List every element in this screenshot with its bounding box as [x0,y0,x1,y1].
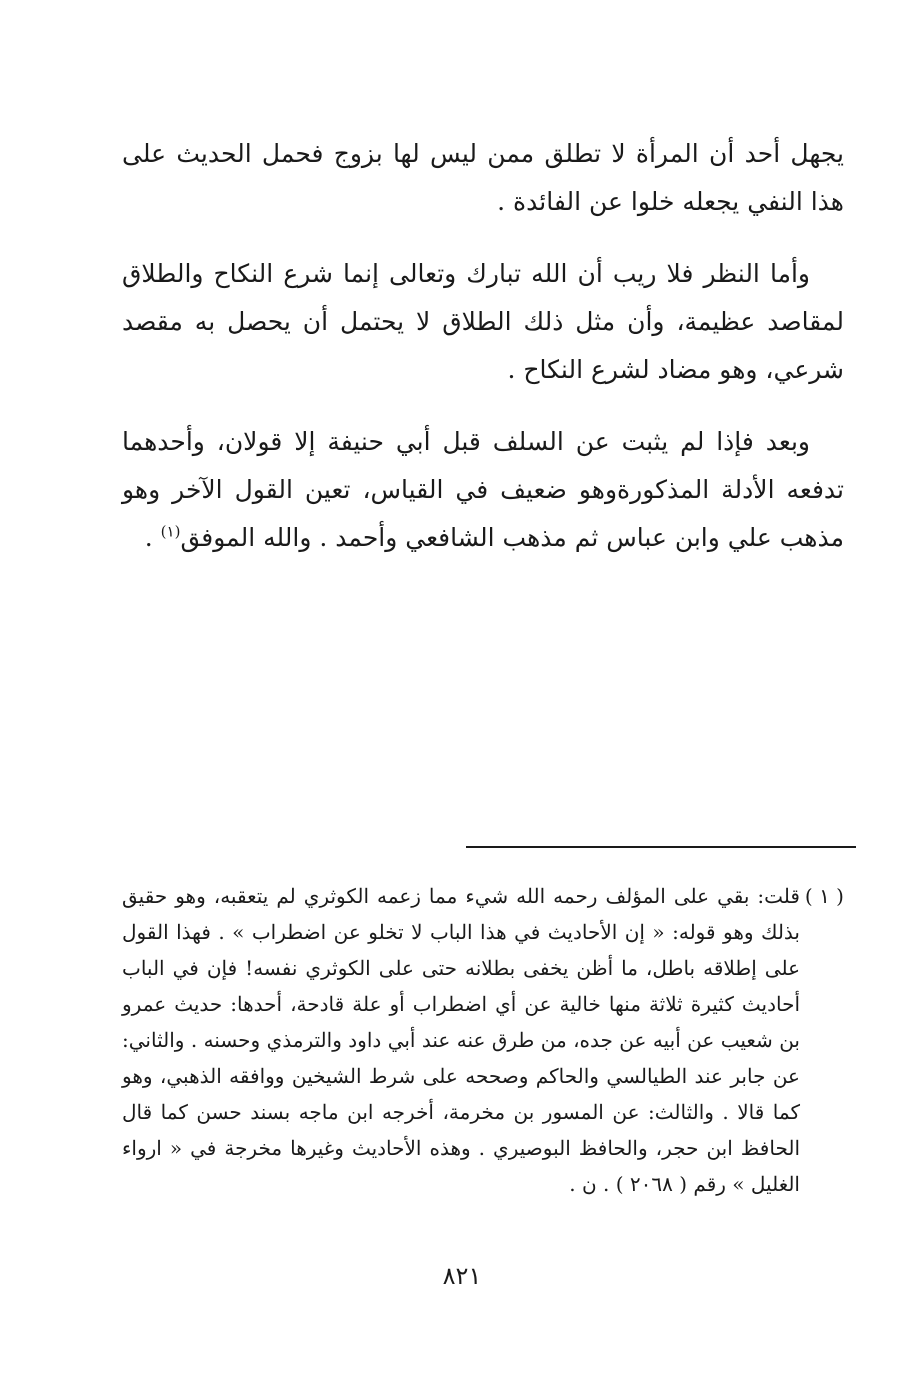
page-number: ٨٢١ [442,1262,482,1290]
paragraph-3 [122,418,844,562]
main-text [122,130,844,586]
footnote-row [122,878,844,1202]
footnote [122,878,844,1202]
paragraph-1: يجهل أحد أن المرأة لا تطلق ممن ليس لها بزوج فحمل الحديث على هذا النفي يجعله خلوا عن الفائدة . [122,139,844,216]
footnote-reference: (١) [160,522,181,541]
footnote-text: قلت: بقي على المؤلف رحمه الله شيء مما زعمه الكوثري لم يتعقبه، وهو حقيق بذلك وهو قوله: « إن الأحاديث في هذا الباب لا تخلو عن اضطراب » . فهذا القول على إطلاقه باطل، ما أظن يخفى بطلانه حتى على الكوثري نفسه! فإن في الباب أحاديث كثيرة ثلاثة منها خالية عن أي اضطراب أو علة قادحة، أحدها: حديث عمرو بن شعيب عن أبيه عن جده، من طرق عنه عند أبي داود والترمذي وحسنه . والثاني: عن جابر عند الطيالسي والحاكم وصححه على شرط الشيخين ووافقه الذهبي، وهو كما قالا . والثالث: عن المسور بن مخرمة، أخرجه ابن ماجه بسند حسن كما قال الحافظ ابن حجر، والحافظ البوصيري . وهذه الأحاديث وغيرها مخرجة في « ارواء الغليل » رقم ( ٢٠٦٨ ) . ن . [122,884,800,1196]
paragraph-3-text: وبعد فإذا لم يثبت عن السلف قبل أبي حنيفة إلا قولان، وأحدهما تدفعه الأدلة المذكورةوهو ضعيف في القياس، تعين القول الآخر وهو مذهب علي وابن عباس ثم مذهب الشافعي وأحمد . والله الموفق [122,427,844,552]
paragraph-2: وأما النظر فلا ريب أن الله تبارك وتعالى إنما شرع النكاح والطلاق لمقاصد عظيمة، وأن مثل ذلك الطلاق لا يحتمل أن يحصل به مقصد شرعي، وهو مضاد لشرع النكاح . [122,259,844,384]
footnote-separator [466,846,856,848]
paragraph-3-end: . [144,523,161,552]
footnote-number: ( ١ ) [804,884,844,908]
